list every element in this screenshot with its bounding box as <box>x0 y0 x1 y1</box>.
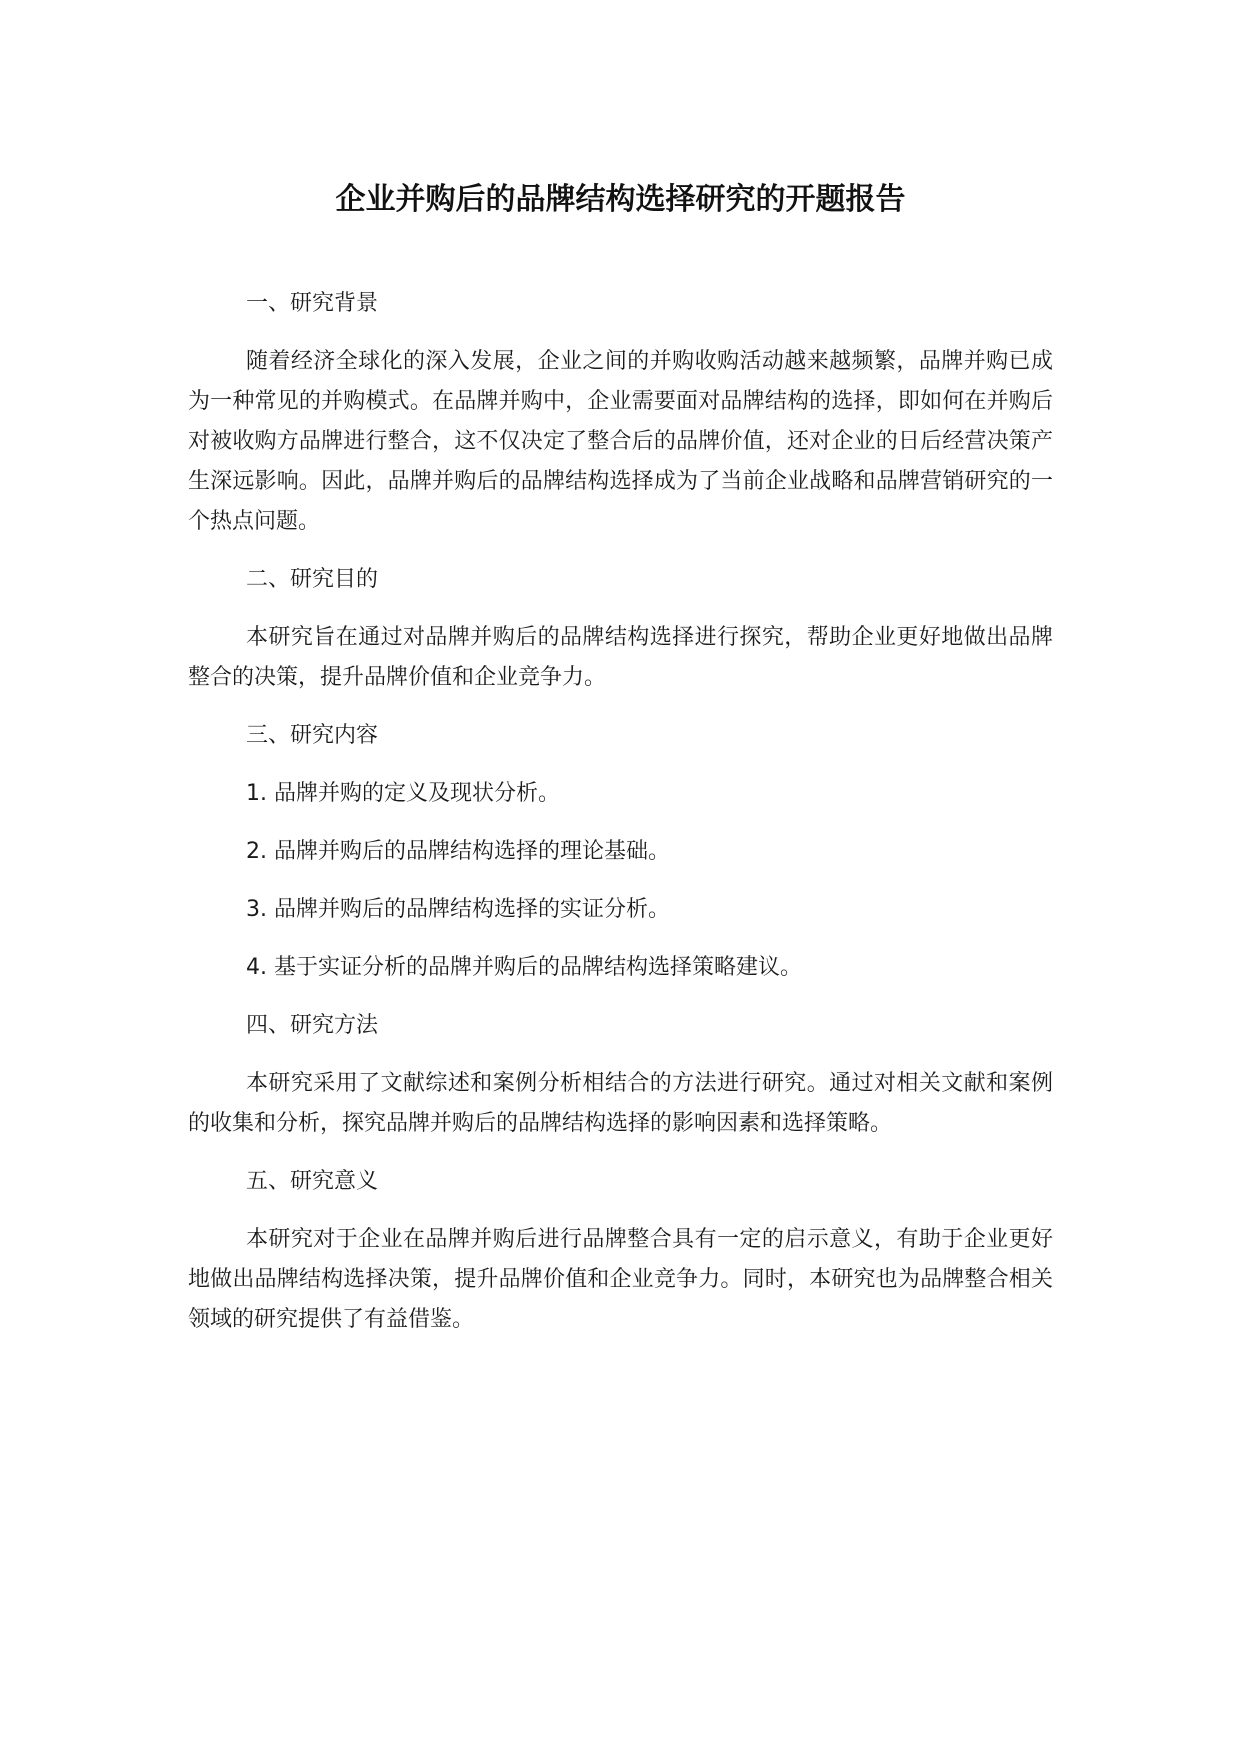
section-background <box>188 284 1053 542</box>
section-paragraph: 本研究对于企业在品牌并购后进行品牌整合具有一定的启示意义，有助于企业更好地做出品牌结构选择决策，提升品牌价值和企业竞争力。同时，本研究也为品牌整合相关领域的研究提供了有益借鉴。 <box>188 1227 1053 1332</box>
document-body <box>188 284 1053 1358</box>
section-method <box>188 1006 1053 1144</box>
section-heading: 五、研究意义 <box>246 1169 379 1194</box>
section-heading: 三、研究内容 <box>246 723 379 748</box>
list-item: 2. 品牌并购后的品牌结构选择的理论基础。 <box>246 839 670 864</box>
section-heading: 四、研究方法 <box>246 1013 379 1038</box>
list-item: 4. 基于实证分析的品牌并购后的品牌结构选择策略建议。 <box>246 955 802 980</box>
section-paragraph: 本研究旨在通过对品牌并购后的品牌结构选择进行探究，帮助企业更好地做出品牌整合的决策，提升品牌价值和企业竞争力。 <box>188 625 1053 690</box>
section-heading: 二、研究目的 <box>246 567 379 592</box>
document-title: 企业并购后的品牌结构选择研究的开题报告 <box>335 182 906 217</box>
list-item: 1. 品牌并购的定义及现状分析。 <box>246 781 560 806</box>
section-paragraph: 随着经济全球化的深入发展，企业之间的并购收购活动越来越频繁，品牌并购已成为一种常见的并购模式。在品牌并购中，企业需要面对品牌结构的选择，即如何在并购后对被收购方品牌进行整合，这不仅决定了整合后的品牌价值，还对企业的日后经营决策产生深远影响。因此，品牌并购后的品牌结构选择成为了当前企业战略和品牌营销研究的一个热点问题。 <box>188 349 1053 534</box>
section-significance <box>188 1162 1053 1340</box>
section-paragraph: 本研究采用了文献综述和案例分析相结合的方法进行研究。通过对相关文献和案例的收集和分析，探究品牌并购后的品牌结构选择的影响因素和选择策略。 <box>188 1071 1053 1136</box>
section-content <box>188 716 1053 988</box>
section-heading: 一、研究背景 <box>246 291 379 316</box>
list-item: 3. 品牌并购后的品牌结构选择的实证分析。 <box>246 897 670 922</box>
section-purpose <box>188 560 1053 698</box>
